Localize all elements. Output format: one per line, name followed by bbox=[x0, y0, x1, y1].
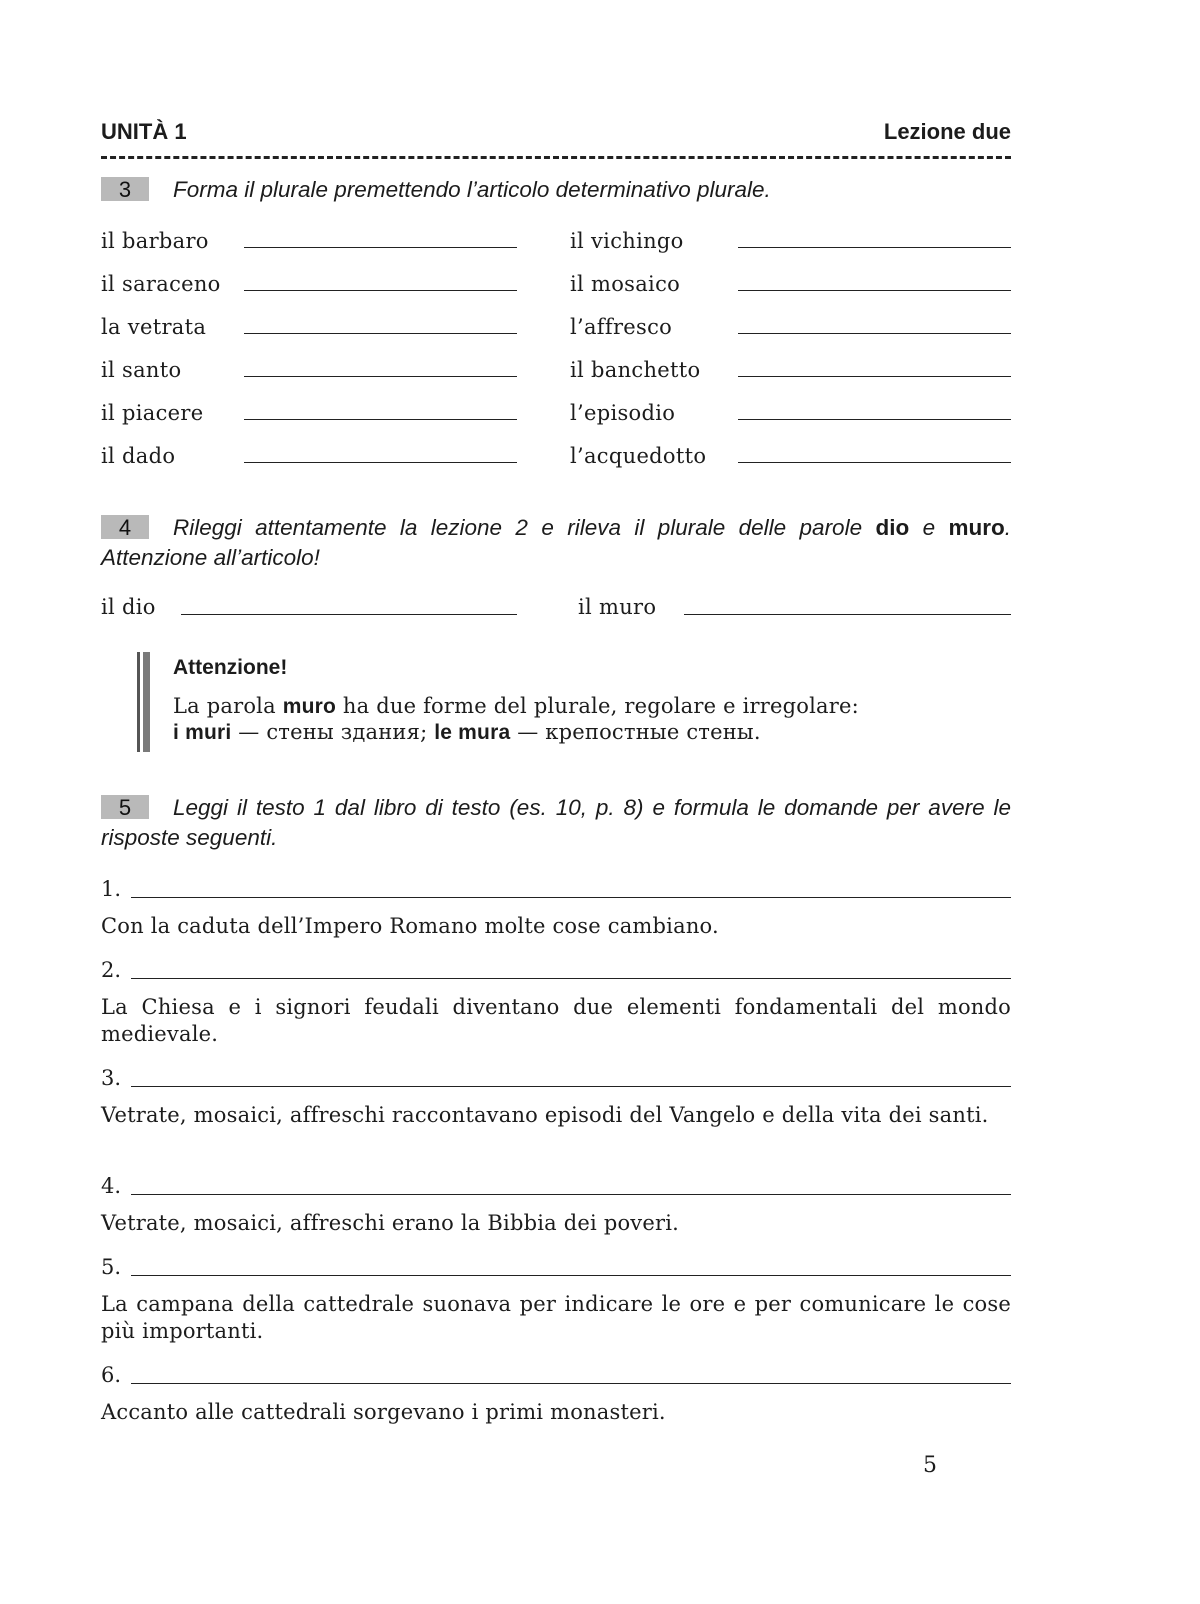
exercise-4-instruction bbox=[101, 513, 1011, 573]
ex3-right-word: il banchetto bbox=[570, 358, 701, 382]
question-answer-line[interactable] bbox=[131, 897, 1011, 898]
answer-text: Con la caduta dell’Impero Romano molte cose cambiano. bbox=[101, 914, 719, 938]
exercise-4-number: 4 bbox=[101, 515, 149, 539]
exercise-3-number: 3 bbox=[101, 177, 149, 201]
question-number: 3. bbox=[101, 1066, 122, 1090]
note-bold: muro bbox=[282, 695, 337, 718]
answer-text: Accanto alle cattedrali sorgevano i primi monasteri. bbox=[101, 1400, 666, 1424]
page-header bbox=[101, 116, 1011, 159]
ex3-answer-line[interactable] bbox=[738, 462, 1011, 463]
unit-title: UNITÀ 1 bbox=[101, 119, 187, 144]
keyword-muro: muro bbox=[948, 515, 1005, 540]
page-number: 5 bbox=[923, 1453, 937, 1478]
note-bold: i muri bbox=[173, 721, 232, 744]
exercise-4-text-end: . Attenzione all’articolo! bbox=[101, 515, 1011, 570]
question-number: 5. bbox=[101, 1255, 122, 1279]
ex3-answer-line[interactable] bbox=[738, 290, 1011, 291]
answer-text: La campana della cattedrale suonava per indicare le ore e per comunicare le cose più importanti. bbox=[101, 1292, 1011, 1343]
ex3-answer-line[interactable] bbox=[244, 333, 517, 334]
exercise-5-text: Leggi il testo 1 dal libro di testo (es. 10, p. 8) e formula le domande per avere le risposte seguenti. bbox=[101, 795, 1011, 850]
note-text: ha due forme del plurale, regolare e irregolare: bbox=[336, 694, 859, 718]
note-title: Attenzione! bbox=[173, 656, 288, 679]
answer-text: La Chiesa e i signori feudali diventano due elementi fondamentali del mondo medievale. bbox=[101, 995, 1011, 1046]
ex4-left-word: il dio bbox=[101, 595, 156, 619]
question-number: 1. bbox=[101, 877, 122, 901]
ex3-left-word: il piacere bbox=[101, 401, 204, 425]
question-number: 6. bbox=[101, 1363, 122, 1387]
ex3-answer-line[interactable] bbox=[244, 247, 517, 248]
exercise-3-instruction bbox=[101, 175, 1011, 205]
ex3-left-word: il santo bbox=[101, 358, 182, 382]
ex3-answer-line[interactable] bbox=[738, 247, 1011, 248]
ex3-answer-line[interactable] bbox=[738, 376, 1011, 377]
ex3-right-word: l’episodio bbox=[570, 401, 676, 425]
note-text: — крепостные стены. bbox=[510, 720, 761, 744]
note-bold: le mura bbox=[434, 721, 511, 744]
exercise-4-text: Rileggi attentamente la lezione 2 e rileva il plurale delle parole bbox=[173, 515, 876, 540]
ex3-left-word: il barbaro bbox=[101, 229, 209, 253]
ex3-left-word: il saraceno bbox=[101, 272, 221, 296]
question-answer-line[interactable] bbox=[131, 1086, 1011, 1087]
note-line-2 bbox=[173, 720, 761, 745]
keyword-dio: dio bbox=[875, 515, 910, 540]
ex3-right-word: l’acquedotto bbox=[570, 444, 707, 468]
exercise-3-text: Forma il plurale premettendo l’articolo determinativo plurale. bbox=[173, 177, 771, 202]
ex3-right-word: il mosaico bbox=[570, 272, 681, 296]
question-answer-line[interactable] bbox=[131, 1194, 1011, 1195]
note-bar bbox=[137, 652, 140, 752]
note-bar bbox=[143, 652, 150, 752]
lesson-title: Lezione due bbox=[883, 119, 1011, 144]
ex3-answer-line[interactable] bbox=[244, 419, 517, 420]
ex3-left-word: la vetrata bbox=[101, 315, 207, 339]
exercise-5-instruction bbox=[101, 793, 1011, 853]
ex3-left-word: il dado bbox=[101, 444, 176, 468]
ex3-answer-line[interactable] bbox=[738, 419, 1011, 420]
attention-note bbox=[137, 652, 997, 752]
answer-text: Vetrate, mosaici, affreschi raccontavano episodi del Vangelo e della vita dei santi. bbox=[101, 1103, 989, 1127]
ex3-answer-line[interactable] bbox=[244, 376, 517, 377]
note-text: La parola bbox=[173, 694, 283, 718]
question-answer-line[interactable] bbox=[131, 1383, 1011, 1384]
ex3-right-word: il vichingo bbox=[570, 229, 684, 253]
exercise-5-number: 5 bbox=[101, 795, 149, 819]
ex4-right-word: il muro bbox=[578, 595, 657, 619]
ex3-answer-line[interactable] bbox=[738, 333, 1011, 334]
ex3-right-word: l’affresco bbox=[570, 315, 673, 339]
ex4-answer-line[interactable] bbox=[684, 614, 1011, 615]
question-answer-line[interactable] bbox=[131, 1275, 1011, 1276]
ex3-answer-line[interactable] bbox=[244, 462, 517, 463]
question-number: 4. bbox=[101, 1174, 122, 1198]
note-text: — стены здания; bbox=[231, 720, 435, 744]
question-answer-line[interactable] bbox=[131, 978, 1011, 979]
exercise-4-text-mid: e bbox=[909, 515, 949, 540]
answer-text: Vetrate, mosaici, affreschi erano la Bibbia dei poveri. bbox=[101, 1211, 680, 1235]
ex3-answer-line[interactable] bbox=[244, 290, 517, 291]
note-line-1 bbox=[173, 694, 859, 719]
ex4-answer-line[interactable] bbox=[181, 614, 517, 615]
question-number: 2. bbox=[101, 958, 122, 982]
